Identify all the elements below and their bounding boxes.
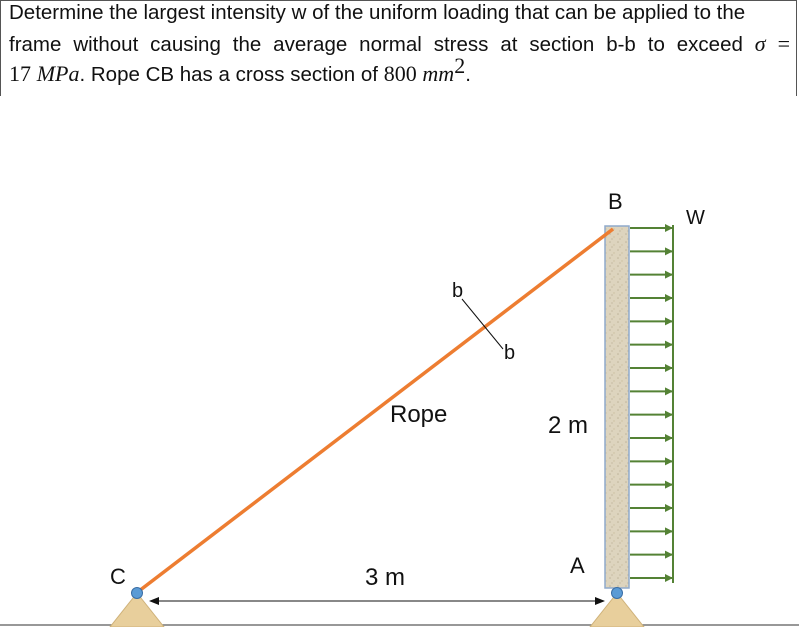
label-section-b-bottom: b — [504, 342, 516, 364]
label-load-w: W — [686, 207, 705, 229]
area-exponent: 2 — [454, 53, 466, 79]
problem-line-1: Determine the largest intensity w of the uniform loading that can be applied to the — [9, 1, 746, 24]
label-horizontal-dim: 3 m — [365, 564, 406, 591]
distributed-load — [630, 228, 672, 578]
label-a: A — [570, 553, 585, 578]
label-c: C — [110, 564, 126, 589]
pin-c — [132, 588, 143, 599]
problem-line-3-text: . Rope CB has a cross section of — [79, 63, 378, 86]
label-vertical-dim: 2 m — [548, 412, 589, 439]
area-unit: mm — [422, 61, 455, 86]
area-value: 800 — [383, 61, 417, 86]
post-ab — [605, 226, 629, 588]
problem-line-2-text: frame without causing the average normal stress at section b-b to exceed — [9, 33, 743, 56]
problem-line-3-end: . — [465, 63, 471, 86]
stress-unit: MPa — [36, 61, 80, 86]
label-rope: Rope — [390, 401, 448, 428]
sigma-symbol: σ — [754, 31, 766, 56]
stress-value: 17 — [9, 61, 31, 86]
label-section-b-top: b — [452, 280, 464, 302]
label-b: B — [608, 189, 623, 214]
pin-a — [612, 588, 623, 599]
equals-sign: = — [777, 31, 790, 56]
rope-cb — [139, 229, 613, 591]
